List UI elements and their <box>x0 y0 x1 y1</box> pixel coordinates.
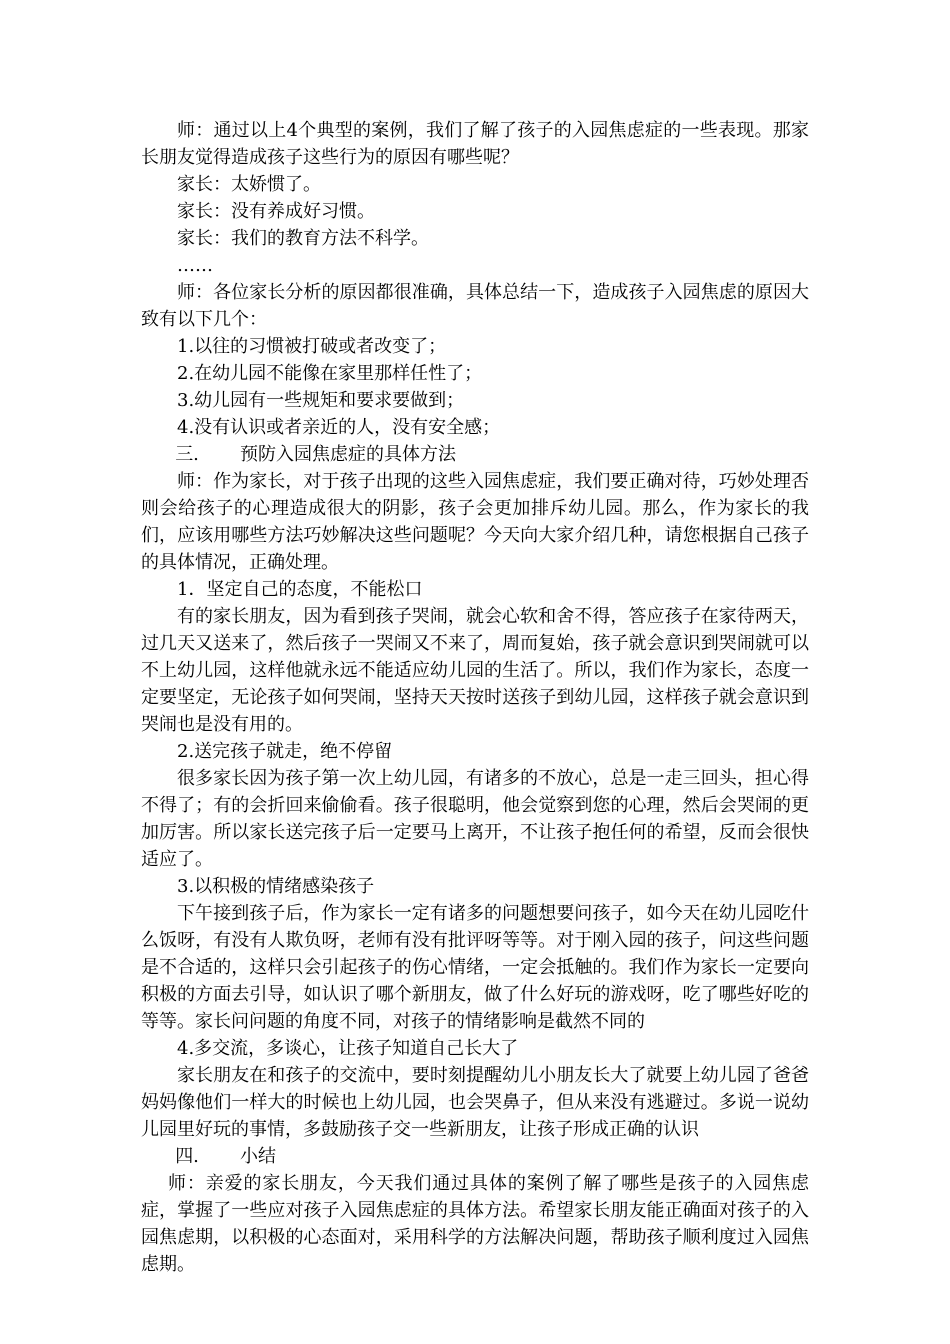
list-item-reason-2: 2.在幼儿园不能像在家里那样任性了； <box>177 363 483 384</box>
list-item-reason-1: 1.以往的习惯被打破或者改变了； <box>177 336 447 357</box>
section-title: 预防入园焦虑症的具体方法 <box>239 444 456 465</box>
paragraph-parent-answer-1: 家长：太娇惯了。 <box>177 174 321 195</box>
list-item-reason-3: 3.幼儿园有一些规矩和要求要做到； <box>177 390 465 411</box>
paragraph-parent-answer-3: 家长：我们的教育方法不科学。 <box>177 228 429 249</box>
paragraph-method-2: 很多家长因为孩子第一次上幼儿园，有诸多的不放心，总是一走三回头，担心得不得了；有的会折回来偷偷看。孩子很聪明，他会觉察到您的心理，然后会哭闹的更加厉害。所以家长送完孩子后一定要马上离开，不让孩子抱任何的希望，反而会很快适应了。 <box>141 768 809 870</box>
method-heading-4: 4.多交流，多谈心，让孩子知道自己长大了 <box>177 1038 519 1059</box>
paragraph-method-1: 有的家长朋友，因为看到孩子哭闹，就会心软和舍不得，答应孩子在家待两天，过几天又送来了，然后孩子一哭闹又不来了，周而复始，孩子就会意识到哭闹就可以不上幼儿园，这样他就永远不能适应幼儿园的生活了。所以，我们作为家长，态度一定要坚定，无论孩子如何哭闹，坚持天天按时送孩子到幼儿园，这样孩子就会意识到哭闹也是没有用的。 <box>141 606 809 735</box>
section-heading-3 <box>141 441 809 468</box>
section-number: 四. <box>175 1146 199 1167</box>
section-heading-4 <box>141 1143 809 1170</box>
method-heading-1: 1．坚定自己的态度，不能松口 <box>177 579 423 600</box>
paragraph-teacher-question: 师：通过以上4个典型的案例，我们了解了孩子的入园焦虑症的一些表现。那家长朋友觉得造成孩子这些行为的原因有哪些呢？ <box>141 120 809 168</box>
paragraph-method-4: 家长朋友在和孩子的交流中，要时刻提醒幼儿小朋友长大了就要上幼儿园了爸爸妈妈像他们一样大的时候也上幼儿园，也会哭鼻子，但从来没有逃避过。多说一说幼儿园里好玩的事情，多鼓励孩子交一些新朋友，让孩子形成正确的认识 <box>141 1065 809 1140</box>
paragraph-method-3: 下午接到孩子后，作为家长一定有诸多的问题想要问孩子，如今天在幼儿园吃什么饭呀，有没有人欺负呀，老师有没有批评呀等等。对于刚入园的孩子，问这些问题是不合适的，这样只会引起孩子的伤心情绪，一定会抵触的。我们作为家长一定要向积极的方面去引导，如认识了哪个新朋友，做了什么好玩的游戏呀，吃了哪些好吃的等等。家长问问题的角度不同，对孩子的情绪影响是截然不同的 <box>141 903 809 1032</box>
method-heading-3: 3.以积极的情绪感染孩子 <box>177 876 375 897</box>
paragraph-teacher-methods: 师：作为家长，对于孩子出现的这些入园焦虑症，我们要正确对待，巧妙处理否则会给孩子的心理造成很大的阴影，孩子会更加排斥幼儿园。那么，作为家长的我们，应该用哪些方法巧妙解决这些问题呢？今天向大家介绍几种，请您根据自己孩子的具体情况，正确处理。 <box>141 471 809 573</box>
list-item-reason-4: 4.没有认识或者亲近的人，没有安全感； <box>177 417 501 438</box>
method-heading-2: 2.送完孩子就走，绝不停留 <box>177 741 393 762</box>
document-body <box>141 117 809 1278</box>
paragraph-parent-answer-2: 家长：没有养成好习惯。 <box>177 201 375 222</box>
section-title: 小结 <box>239 1146 276 1167</box>
paragraph-teacher-summary: 师：各位家长分析的原因都很准确，具体总结一下，造成孩子入园焦虑的原因大致有以下几个： <box>141 282 809 330</box>
paragraph-conclusion: 师：亲爱的家长朋友，今天我们通过具体的案例了解了哪些是孩子的入园焦虑症，掌握了一些应对孩子入园焦虑症的具体方法。希望家长朋友能正确面对孩子的入园焦虑期，以积极的心态面对，采用科学的方法解决问题，帮助孩子顺利度过入园焦虑期。 <box>141 1173 809 1275</box>
paragraph-ellipsis: …… <box>177 255 213 276</box>
section-number: 三. <box>175 444 199 465</box>
